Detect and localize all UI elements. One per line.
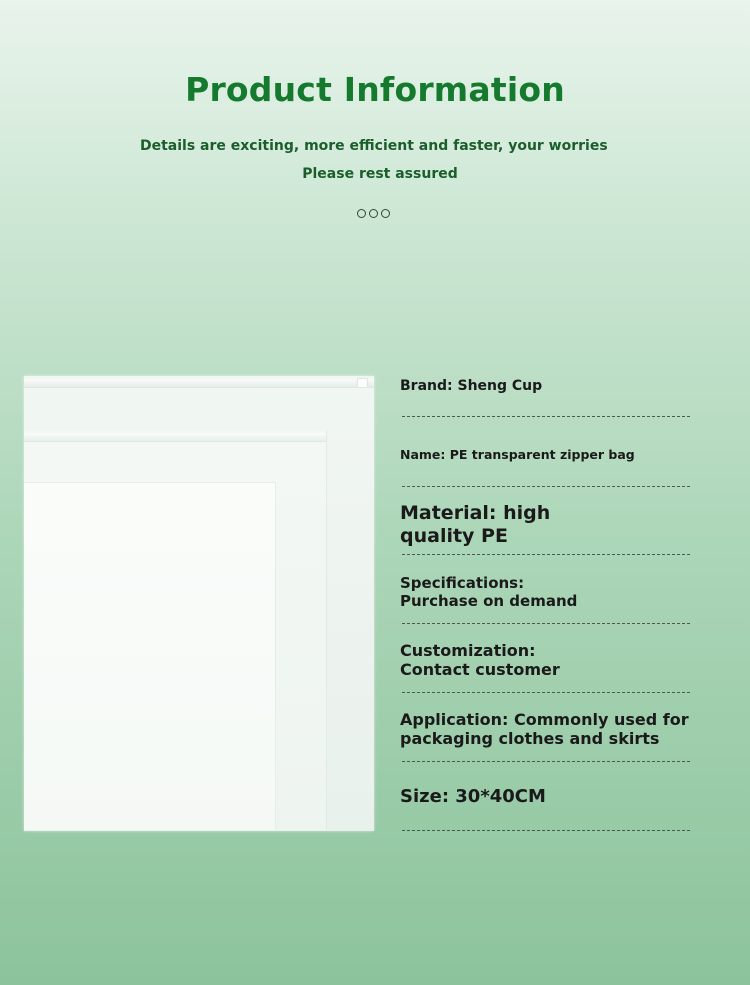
zipper-strip bbox=[24, 433, 326, 442]
brand-text: Brand: Sheng Cup bbox=[400, 378, 543, 394]
brand-row bbox=[400, 378, 700, 395]
zipper-bag-stack-icon bbox=[22, 374, 377, 834]
customization-row bbox=[400, 641, 590, 679]
name-row bbox=[400, 447, 700, 462]
application-row bbox=[400, 710, 700, 748]
subtitle-line-2: Please rest assured bbox=[302, 166, 458, 182]
zipper-strip bbox=[24, 379, 374, 388]
specifications-text: Specifications: Purchase on demand bbox=[400, 574, 578, 610]
circle-icon bbox=[369, 209, 378, 218]
specifications-row bbox=[400, 574, 590, 610]
dashed-divider bbox=[402, 761, 690, 762]
material-row bbox=[400, 502, 570, 548]
size-row bbox=[400, 786, 700, 808]
circle-icon bbox=[381, 209, 390, 218]
page-title: Product Information bbox=[185, 70, 565, 109]
material-text: Material: high quality PE bbox=[400, 502, 551, 547]
dashed-divider bbox=[402, 486, 690, 487]
dashed-divider bbox=[402, 692, 690, 693]
zipper-slider bbox=[357, 378, 368, 388]
circle-icon bbox=[357, 209, 366, 218]
size-text: Size: 30*40CM bbox=[400, 786, 546, 807]
name-text: Name: PE transparent zipper bag bbox=[400, 447, 635, 462]
small-zipper-bag bbox=[24, 482, 276, 830]
decorative-dots bbox=[357, 209, 390, 218]
dashed-divider bbox=[402, 830, 690, 831]
subtitle-line-1: Details are exciting, more efficient and faster, your worries bbox=[140, 138, 608, 154]
dashed-divider bbox=[402, 554, 690, 555]
customization-text: Customization: Contact customer bbox=[400, 641, 560, 680]
dashed-divider bbox=[402, 416, 690, 417]
application-text: Application: Commonly used for packaging clothes and skirts bbox=[400, 710, 689, 749]
dashed-divider bbox=[402, 623, 690, 624]
